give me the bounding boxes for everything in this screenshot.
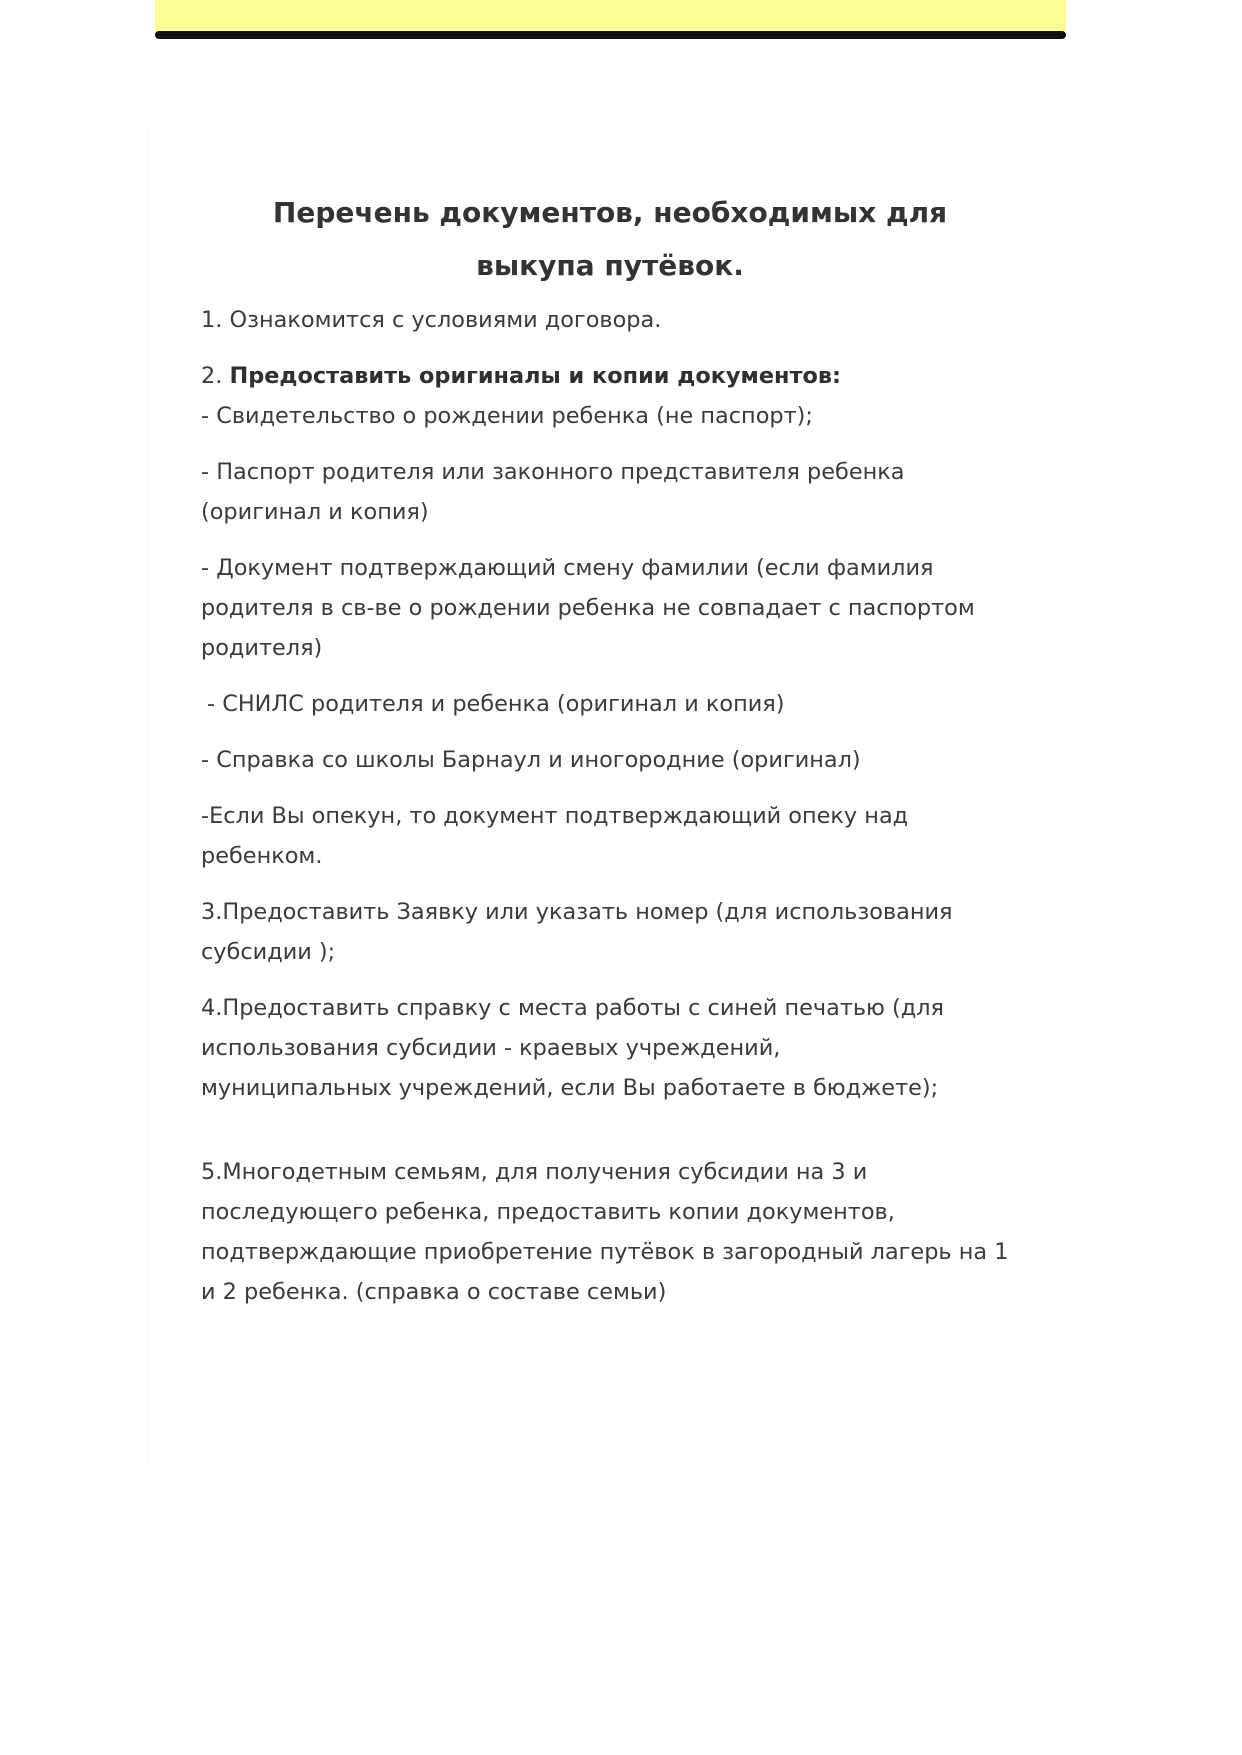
doc-passport xyxy=(201,452,1041,532)
item-4 xyxy=(201,988,1041,1108)
item-2-number: 2. xyxy=(201,363,230,389)
doc-snils xyxy=(201,684,1041,724)
title-line-2: выкупа путёвок. xyxy=(476,249,744,282)
item-5-line-2: последующего ребенка, предоставить копии документов, xyxy=(201,1199,895,1225)
doc-guardian-line-1: -Если Вы опекун, то документ подтверждающий опеку над xyxy=(201,803,909,829)
doc-birth-certificate-text: - Свидетельство о рождении ребенка (не паспорт); xyxy=(201,403,813,429)
item-5-line-4: и 2 ребенка. (справка о составе семьи) xyxy=(201,1279,667,1305)
doc-guardian-line-2: ребенком. xyxy=(201,843,323,869)
item-5-line-3: подтверждающие приобретение путёвок в загородный лагерь на 1 xyxy=(201,1239,1009,1265)
title-line-1: Перечень документов, необходимых для xyxy=(272,196,948,229)
item-2-bold-text: Предоставить оригиналы и копии документов: xyxy=(229,363,841,389)
doc-guardian xyxy=(201,796,1041,876)
item-1-text: 1. Ознакомится с условиями договора. xyxy=(201,307,662,333)
top-divider xyxy=(155,31,1066,39)
item-1 xyxy=(201,300,1041,340)
item-4-line-2: использования субсидии - краевых учреждений, xyxy=(201,1035,781,1061)
doc-passport-line-1: - Паспорт родителя или законного представителя ребенка xyxy=(201,459,905,485)
doc-snils-text: - СНИЛС родителя и ребенка (оригинал и копия) xyxy=(207,691,785,717)
item-5 xyxy=(201,1152,1041,1312)
doc-school-certificate xyxy=(201,740,1041,780)
item-4-line-3: муниципальных учреждений, если Вы работаете в бюджете); xyxy=(201,1075,939,1101)
item-3 xyxy=(201,892,1041,972)
item-2-heading xyxy=(201,356,1041,396)
doc-name-change-line-2: родителя в св-ве о рождении ребенка не совпадает с паспортом xyxy=(201,595,975,621)
item-3-line-1: 3.Предоставить Заявку или указать номер (для использования xyxy=(201,899,953,925)
item-4-line-1: 4.Предоставить справку с места работы с синей печатью (для xyxy=(201,995,945,1021)
doc-name-change-line-1: - Документ подтверждающий смену фамилии (если фамилия xyxy=(201,555,934,581)
document-title xyxy=(240,186,980,292)
doc-name-change xyxy=(201,548,1041,668)
doc-school-certificate-text: - Справка со школы Барнаул и иногородние (оригинал) xyxy=(201,747,861,773)
top-highlight-bar xyxy=(155,0,1066,32)
doc-name-change-line-3: родителя) xyxy=(201,635,323,661)
doc-passport-line-2: (оригинал и копия) xyxy=(201,499,429,525)
doc-birth-certificate xyxy=(201,396,1041,436)
item-3-line-2: субсидии ); xyxy=(201,939,336,965)
document-body xyxy=(201,300,1041,1328)
item-5-line-1: 5.Многодетным семьям, для получения субсидии на 3 и xyxy=(201,1159,868,1185)
